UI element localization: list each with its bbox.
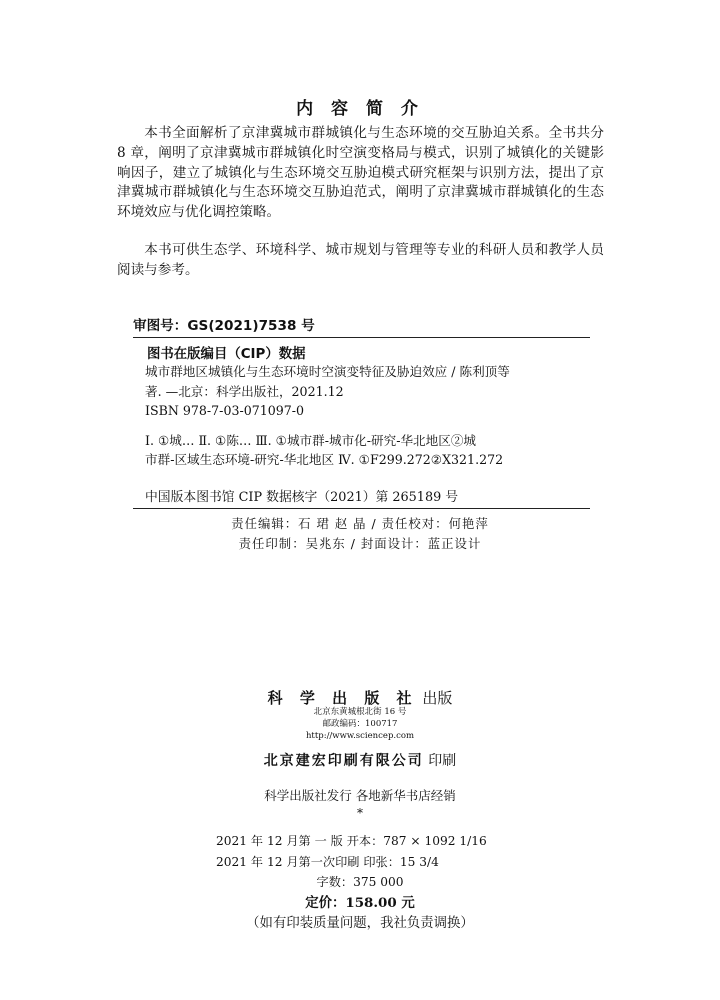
cip-record xyxy=(145,362,585,470)
intro-paragraph-2: 本书可供生态学、环境科学、城市规划与管理等专业的科研人员和教学人员阅读与参考。 xyxy=(117,242,604,278)
publisher-suffix: 出版 xyxy=(422,689,453,707)
quality-notice: （如有印装质量问题，我社负责调换） xyxy=(246,916,474,931)
price: 定价：158.00 元 xyxy=(305,895,415,911)
cip-line: 城市群地区城镇化与生态环境时空演变特征及胁迫效应 / 陈利顶等 xyxy=(145,364,510,379)
edition-line: 2021 年 12 月第 一 版 开本：787 × 1092 1/16 xyxy=(216,834,487,848)
intro-title: 内 容 简 介 xyxy=(296,99,424,119)
cip-top-rule xyxy=(133,337,590,338)
publisher-url: http://www.sciencep.com xyxy=(305,731,415,741)
printer-suffix: 印刷 xyxy=(428,753,457,769)
publisher-postcode: 邮政编码：100717 xyxy=(322,719,398,729)
intro-paragraph-1: 本书全面解析了京津冀城市群城镇化与生态环境的交互胁迫关系。全书共分 8 章，阐明了京津冀城市群城镇化时空演变格局与模式，识别了城镇化的关键影响因子，建立了城镇化与生态环境交互胁迫模式研究框架与识别方法，提出了京津冀城市群城镇化与生态环境交互胁迫范式，阐明了京津冀城市群城镇化的生态环境效应与优化调控策略。 xyxy=(117,125,604,221)
printer-line xyxy=(0,750,720,770)
map-review-number: 审图号：GS(2021)7538 号 xyxy=(133,318,315,334)
distribution-line: 科学出版社发行 各地新华书店经销 xyxy=(264,788,456,803)
word-count: 字数：375 000 xyxy=(316,875,404,889)
printing-line: 2021 年 12 月第一次印刷 印张：15 3/4 xyxy=(216,855,439,869)
cip-classification: Ⅰ. ①城… Ⅱ. ①陈… Ⅲ. ①城市群-城市化-研究-华北地区②城 xyxy=(145,432,477,448)
cip-isbn: ISBN 978-7-03-071097-0 xyxy=(145,403,305,418)
publisher-address: 北京东黄城根北街 16 号 xyxy=(313,707,407,717)
separator-star: * xyxy=(357,806,363,820)
cip-line: 著. —北京：科学出版社，2021.12 xyxy=(145,383,344,399)
cip-heading: 图书在版编目（CIP）数据 xyxy=(147,347,306,362)
printer-name: 北京建宏印刷有限公司 xyxy=(263,753,424,769)
cip-classification: 市群-区域生态环境-研究-华北地区 Ⅳ. ①F299.272②X321.272 xyxy=(145,452,504,467)
editor-credits: 责任编辑：石 珺 赵 晶 / 责任校对：何艳萍 xyxy=(231,516,489,531)
cip-check-number: 中国版本图书馆 CIP 数据核字（2021）第 265189 号 xyxy=(145,490,459,505)
production-credits: 责任印制：吴兆东 / 封面设计：蓝正设计 xyxy=(238,536,482,551)
publisher-line xyxy=(0,687,720,708)
publisher-name: 科 学 出 版 社 xyxy=(267,689,418,707)
cip-bottom-rule xyxy=(133,508,590,509)
